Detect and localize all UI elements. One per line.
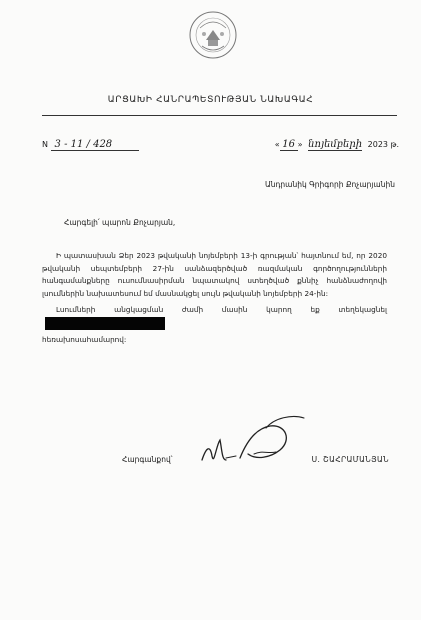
handwritten-signature — [196, 410, 308, 472]
body-paragraph-2-text: Լսումների անցկացման ժամի մասին կարող եք տեղեկացնել — [56, 305, 387, 315]
date-year: 2023 թ. — [367, 140, 399, 149]
recipient-name: Անդրանիկ Գրիգորի Քոչարյանին — [264, 180, 395, 189]
body-paragraph-3: հեռախոսահամարով: — [42, 335, 127, 345]
handwritten-number: 3 - 11 / 428 — [51, 139, 139, 151]
number-prefix: N — [42, 140, 48, 149]
redacted-phone-number — [45, 317, 165, 330]
letter-body — [42, 250, 387, 347]
reference-number — [42, 139, 139, 151]
letter-date — [275, 139, 399, 151]
date-month: նոյեմբերի — [308, 139, 363, 150]
closing-phrase: Հարգանքով՝ — [122, 455, 173, 464]
header-divider — [42, 115, 397, 116]
body-paragraph-1: Ի պատասխան Ձեր 2023 թվականի նոյեմբերի 13-ի գրության՝ հայտնում եմ, որ 2020 թվականի սեպտեմբերի 27-ին սանձազերծված ռազմական գործողությունների հանգամանքները ուսումնասիրման նպատակով ստեղծված քննիչ հանձնաժողովի լսումներին նախատեսում եմ մասնակցել սույն թվականի նոյեմբերի 24-ին: — [42, 251, 387, 298]
salutation: Հարգելի՛ պարոն Քոչարյան, — [64, 218, 176, 227]
coat-of-arms-emblem — [188, 10, 238, 60]
body-paragraph-2 — [42, 304, 387, 330]
date-close-quote: » — [297, 140, 303, 149]
date-open-quote: « — [274, 140, 280, 149]
organization-title: ԱՐՑԱԽԻ ՀԱՆՐԱՊԵՏՈՒԹՅԱՆ ՆԱԽԱԳԱՀ — [107, 95, 314, 105]
signer-name: Ս. ՇԱՀՐԱՄԱՆՅԱՆ — [311, 455, 389, 464]
date-day: 16 — [280, 139, 298, 151]
